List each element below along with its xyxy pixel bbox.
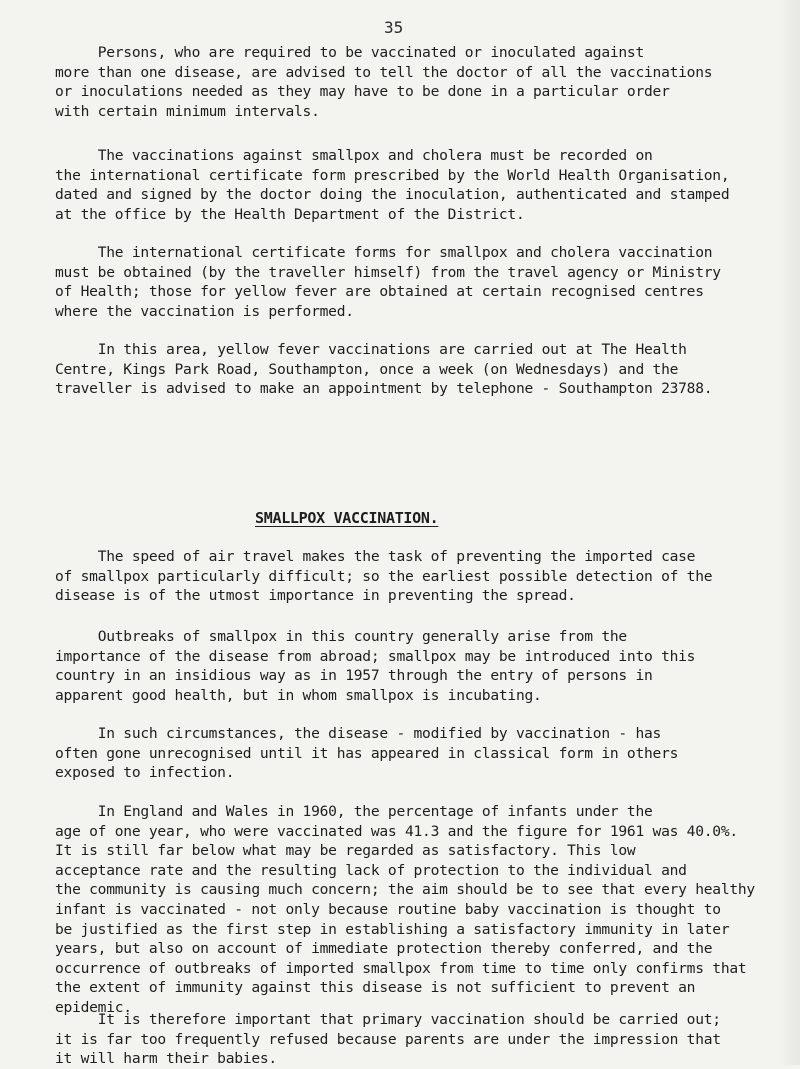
paragraph-primary-vaccination: It is therefore important that primary vaccination should be carried out; it is far too frequently refused because parents are under the impression that it will harm their babies. [55, 1011, 721, 1068]
paragraph-vaccination-order: Persons, who are required to be vaccinated or inoculated against more than one disease, are advised to tell the doctor of all the vaccinations or inoculations needed as they may have to be done in a particular order with certain minimum intervals. [55, 44, 713, 120]
paragraph-international-certificate: The vaccinations against smallpox and cholera must be recorded on the international certificate form prescribed by the World Health Organisation, dated and signed by the doctor doing the inoculation, authenticated and stamped at the office by the Health Department of the District. [55, 147, 730, 223]
page-edge-shadow [778, 0, 800, 1065]
paragraph-air-travel: The speed of air travel makes the task of preventing the imported case of smallpox particularly difficult; so the earliest possible detection of the disease is of the utmost importance in preventing the spread. [55, 548, 713, 605]
paragraph-circumstances: In such circumstances, the disease - modified by vaccination - has often gone unrecognised until it has appeared in classical form in others exposed to infection. [55, 725, 679, 782]
page-number: 35 [384, 18, 404, 37]
paragraph-outbreaks: Outbreaks of smallpox in this country generally arise from the importance of the disease from abroad; smallpox may be introduced into this country in an insidious way as in 1957 through the entry of persons in apparent good health, but in whom smallpox is incubating. [55, 628, 696, 704]
section-heading-smallpox-vaccination: SMALLPOX VACCINATION. [255, 509, 439, 527]
paragraph-vaccination-statistics: In England and Wales in 1960, the percentage of infants under the age of one year, who were vaccinated was 41.3 and the figure for 1961 was 40.0%. It is still far below what may be regarded as satisfactory. This low acceptance rate and the resulting lack of protection to the individual and the community is causing much concern; the aim should be to see that every healthy infant is vaccinated - not only because routine baby vaccination is thought to be justified as the first step in establishing a satisfactory immunity in later years, but also on account of immediate protection thereby conferred, and the occurrence of outbreaks of imported smallpox from time to time only confirms that the extent of immunity against this disease is not sufficient to prevent an epidemic. [55, 803, 755, 1016]
paragraph-yellow-fever-centre: In this area, yellow fever vaccinations are carried out at The Health Centre, Kings Park Road, Southampton, once a week (on Wednesdays) and the traveller is advised to make an appointment by telephone - Southampton 23788. [55, 341, 713, 398]
paragraph-certificate-forms: The international certificate forms for smallpox and cholera vaccination must be obtained (by the traveller himself) from the travel agency or Ministry of Health; those for yellow fever are obtained at certain recognised centres where the vaccination is performed. [55, 244, 721, 320]
